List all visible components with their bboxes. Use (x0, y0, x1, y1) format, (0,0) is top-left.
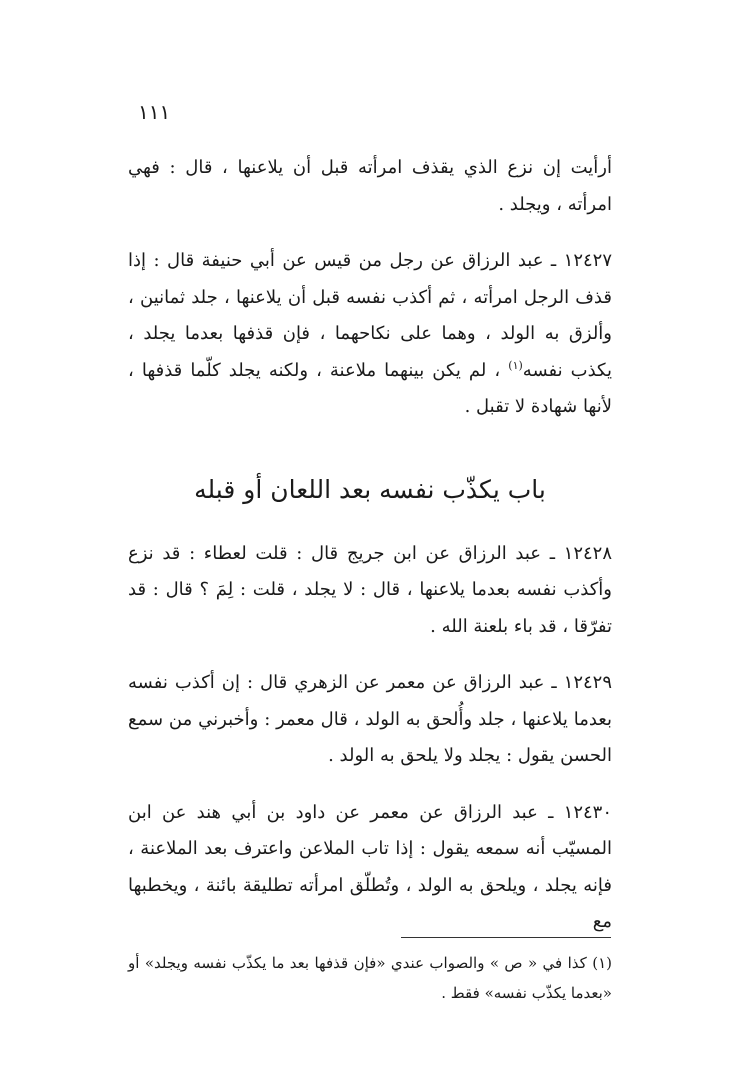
paragraph-12429: ١٢٤٢٩ ـ عبد الرزاق عن معمر عن الزهري قال : إن أكذب نفسه بعدما يلاعنها ، جلد وأُلحق به الولد ، قال معمر : وأخبرني من سمع الحسن يقول : يجلد ولا يلحق به الولد . (128, 672, 612, 766)
page-body (128, 150, 612, 941)
paragraph-12427 (128, 243, 612, 426)
section-heading: باب يكذّب نفسه بعد اللعان أو قبله (194, 474, 546, 504)
footnote-separator (401, 937, 611, 938)
paragraph-12427-tail: ، لم يكن بينهما ملاعنة ، ولكنه يجلد كلّما قذفها ، لأنها شهادة لا تقبل . (128, 359, 612, 417)
paragraph-continuation: أرأيت إن نزع الذي يقذف امرأته قبل أن يلاعنها ، قال : فهي امرأته ، ويجلد . (128, 157, 612, 215)
page-number: ١١١ (138, 100, 171, 124)
footnote-reference[interactable]: (١) (508, 358, 523, 372)
paragraph-12430: ١٢٤٣٠ ـ عبد الرزاق عن معمر عن داود بن أبي هند عن ابن المسيّب أنه سمعه يقول : إذا تاب الملاعن واعترف بعد الملاعنة ، فإنه يجلد ، ويلحق به الولد ، وتُطلّق امرأته تطليقة بائنة ، ويخطبها مع (128, 801, 612, 932)
paragraph-12428: ١٢٤٢٨ ـ عبد الرزاق عن ابن جريج قال : قلت لعطاء : قد نزع وأكذب نفسه بعدما يلاعنها ، قال : لا يجلد ، قلت : لِمَ ؟ قال : قد تفرّقا ، قد باء بلعنة الله . (128, 542, 612, 637)
paragraph-12427-text: ١٢٤٢٧ ـ عبد الرزاق عن رجل من قيس عن أبي حنيفة قال : إذا قذف الرجل امرأته ، ثم أكذب نفسه قبل أن يلاعنها ، جلد ثمانين ، وألزق به الولد ، وهما على نكاحهما ، فإن قذفها بعدما يجلد ، يكذب نفسه (128, 250, 612, 381)
footnote: (١) كذا في « ص » والصواب عندي «فإن قذفها بعد ما يكذّب نفسه ويجلد» أو «بعدما يكذّب نفسه» فقط . (128, 954, 612, 1002)
